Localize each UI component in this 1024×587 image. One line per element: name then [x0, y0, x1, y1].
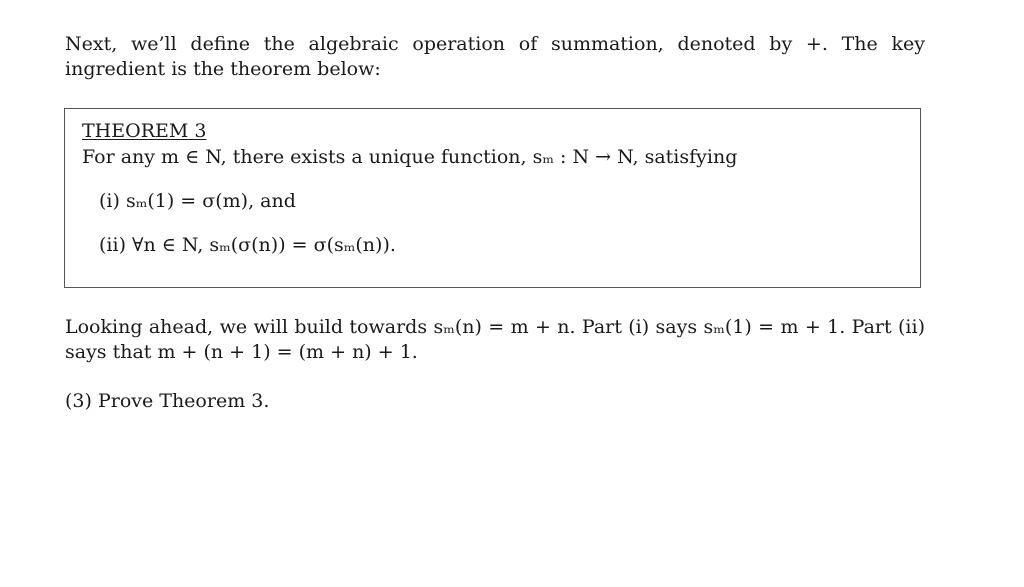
exercise-prompt: (3) Prove Theorem 3.: [65, 390, 270, 412]
theorem-title: THEOREM 3: [82, 120, 207, 142]
theorem-statement: For any m ∈ N, there exists a unique function, sₘ : N → N, satisfying: [82, 146, 738, 168]
intro-paragraph: Next, we’ll define the algebraic operation of summation, denoted by +. The key ingredient is the theorem below:: [65, 33, 925, 80]
theorem-item-ii: (ii) ∀n ∈ N, sₘ(σ(n)) = σ(sₘ(n)).: [99, 234, 396, 256]
looking-ahead-paragraph: Looking ahead, we will build towards sₘ(n) = m + n. Part (i) says sₘ(1) = m + 1. Part (ii) says that m + (n + 1) = (m + n) + 1.: [65, 316, 925, 363]
theorem-item-i: (i) sₘ(1) = σ(m), and: [99, 190, 296, 212]
theorem-box: [64, 108, 921, 288]
